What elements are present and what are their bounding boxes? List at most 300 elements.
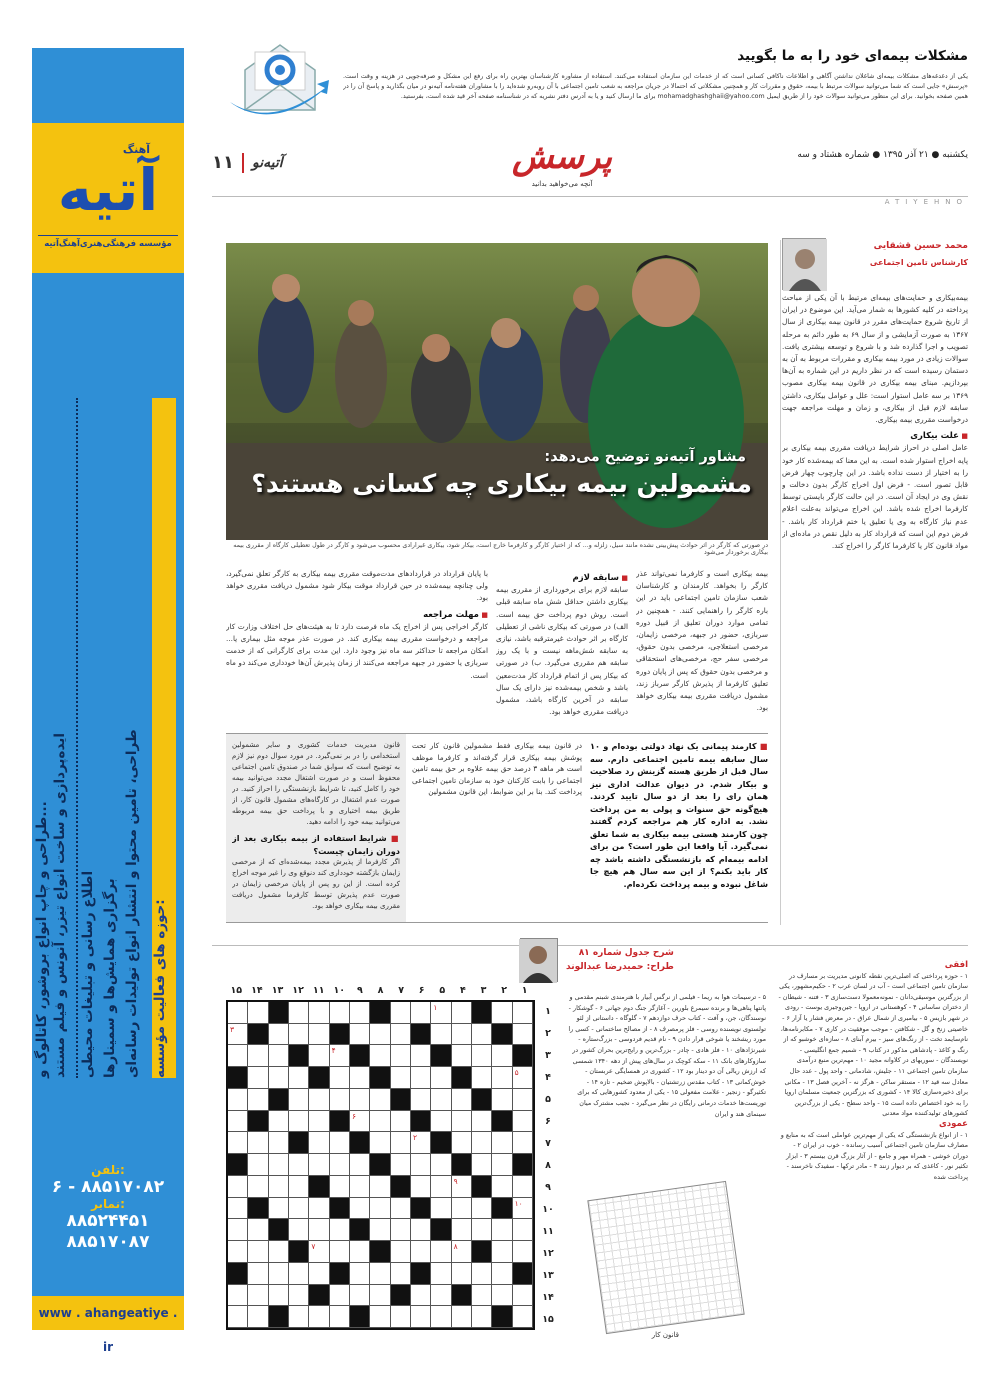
qa-answer-column (412, 740, 582, 920)
crossword-cell[interactable] (391, 1045, 411, 1067)
fax-number: ۸۸۵۱۷۰۸۷ (66, 1231, 150, 1252)
crossword-cell[interactable] (289, 1111, 309, 1133)
author-role: کارشناس تامین اجتماعی (869, 258, 968, 267)
crossword-black-cell (452, 1067, 472, 1089)
crossword-column-number: ۱۳ (271, 985, 284, 996)
crossword-cell[interactable] (391, 1111, 411, 1133)
crossword-black-cell (431, 1045, 451, 1067)
crossword-cell[interactable] (370, 1024, 390, 1046)
service-item: طراحی، تامین محتوا و انتشار انواع تولیدات رسانه‌ای (124, 729, 140, 1078)
crossword-black-cell (269, 1002, 289, 1024)
crossword-cell[interactable] (248, 1154, 268, 1176)
crossword-cell[interactable] (228, 1089, 248, 1111)
crossword-column-numbers (226, 985, 535, 996)
crossword-row-number: ۲ (545, 1027, 551, 1039)
crossword-row-number: ۱۴ (542, 1291, 554, 1303)
crossword-cell[interactable] (472, 1067, 492, 1089)
crossword-hint-number: ۸ (453, 1242, 458, 1252)
crossword-cell[interactable] (248, 1285, 268, 1307)
clues-across-title: افقی (944, 960, 968, 970)
crossword-cell[interactable] (330, 1067, 350, 1089)
latin-wordmark: ATIYEHNO (884, 198, 968, 206)
crossword-black-cell (330, 1111, 350, 1133)
crossword-grid (226, 1000, 535, 1330)
logo-subtitle: مؤسسه فرهنگی‌هنری‌آهنگ‌آتیه (38, 235, 178, 249)
crossword-column-number: ۵ (439, 985, 446, 996)
crossword-cell[interactable] (370, 1176, 390, 1198)
crossword-cell[interactable] (330, 1306, 350, 1328)
crossword-cell[interactable] (330, 1154, 350, 1176)
crossword-cell[interactable] (350, 1154, 370, 1176)
crossword-cell[interactable] (330, 1241, 350, 1263)
crossword-hint-number: ۴ (331, 1046, 336, 1056)
crossword-cell[interactable] (492, 1067, 512, 1089)
crossword-cell[interactable] (228, 1024, 248, 1046)
crossword-cell[interactable] (350, 1067, 370, 1089)
crossword-cell[interactable] (248, 1045, 268, 1067)
crossword-row-number: ۱۲ (542, 1247, 554, 1259)
crossword-black-cell (411, 1111, 431, 1133)
crossword-cell[interactable] (513, 1241, 533, 1263)
contact-info (32, 1163, 184, 1252)
crossword-hint-number: ۳ (230, 1024, 235, 1034)
crossword-cell[interactable] (330, 1176, 350, 1198)
crossword-column-number: ۸ (377, 985, 384, 996)
crossword-cell[interactable] (472, 1024, 492, 1046)
crossword-column-number: ۱۵ (230, 985, 243, 996)
crossword-title-text (566, 946, 674, 974)
crossword-cell[interactable] (431, 1089, 451, 1111)
crossword-cell[interactable] (492, 1176, 512, 1198)
crossword-cell[interactable] (411, 1154, 431, 1176)
crossword-cell[interactable] (431, 1002, 451, 1024)
crossword-cell[interactable] (472, 1306, 492, 1328)
crossword-cell[interactable] (411, 1045, 431, 1067)
crossword-cell[interactable] (391, 1132, 411, 1154)
crossword-cell[interactable] (411, 1067, 431, 1089)
crossword-cell[interactable] (472, 1132, 492, 1154)
crossword-column-number: ۶ (418, 985, 425, 996)
crossword-hint-number: ۱۰ (514, 1198, 523, 1208)
article-photo (226, 243, 768, 540)
qa-question-2: ■ شرایط استفاده از بیمه بیکاری بعد از دوران زایمان چیست؟ (232, 832, 400, 857)
crossword-cell[interactable] (492, 1045, 512, 1067)
crossword-cell[interactable] (472, 1263, 492, 1285)
crossword-cell[interactable] (431, 1306, 451, 1328)
crossword-cell[interactable] (269, 1263, 289, 1285)
crossword-cell[interactable] (248, 1089, 268, 1111)
crossword-cell[interactable] (248, 1067, 268, 1089)
article-column-2 (636, 568, 768, 728)
crossword-black-cell (269, 1219, 289, 1241)
clues-down-column (566, 992, 766, 1172)
crossword-title-block (520, 938, 674, 982)
crossword-cell[interactable] (350, 1285, 370, 1307)
page-number-divider (242, 153, 244, 173)
crossword-cell[interactable] (309, 1024, 329, 1046)
crossword-cell[interactable] (472, 1198, 492, 1220)
author-portrait (783, 239, 827, 291)
crossword-cell[interactable] (330, 1045, 350, 1067)
crossword-cell[interactable] (452, 1219, 472, 1241)
crossword-cell[interactable] (431, 1285, 451, 1307)
crossword-black-cell (330, 1263, 350, 1285)
crossword-cell[interactable] (492, 1132, 512, 1154)
crossword-black-cell (492, 1024, 512, 1046)
crossword-black-cell (472, 1089, 492, 1111)
crossword-cell[interactable] (309, 1002, 329, 1024)
crossword-cell[interactable] (269, 1024, 289, 1046)
crossword-cell[interactable] (350, 1024, 370, 1046)
qa-gray-box (226, 734, 406, 922)
crossword-cell[interactable] (452, 1198, 472, 1220)
crossword-cell[interactable] (370, 1111, 390, 1133)
crossword-cell[interactable] (452, 1306, 472, 1328)
crossword-cell[interactable] (452, 1132, 472, 1154)
qa-box (226, 733, 768, 923)
photo-caption: در صورتی که کارگر در اثر حوادث پیش‌بینی نشده مانند سیل، زلزله و... که از اختیار کارگر و کارفرما خارج است، بیکار شود، بیکاری غیرارادی محسوب می‌شود و کارگر در طول تعطیلی کارگاه از مقرری بیمه بیکاری برخوردار می‌شود (233, 542, 768, 556)
crossword-cell[interactable] (289, 1024, 309, 1046)
crossword-cell[interactable] (289, 1263, 309, 1285)
crossword-row-number: ۱۱ (542, 1225, 554, 1237)
crossword-cell[interactable] (513, 1219, 533, 1241)
qa-answer-2: اگر کارفرما از پذیرش مجدد بیمه‌شده‌ای که از مرخصی زایمان بازگشته خودداری کند دنوقع وی را غیر موجه اخراج کرده است. از این رو پس از پایان مرخصی زایمان در صورت عدم پذیرش توسط کارفرما مشمول دریافت مقرری بیمه بیکاری خواهد بود. (232, 858, 400, 910)
crossword-cell[interactable] (248, 1132, 268, 1154)
crossword-cell[interactable] (513, 1132, 533, 1154)
crossword-cell[interactable] (452, 1241, 472, 1263)
crossword-cell[interactable] (289, 1219, 309, 1241)
article-paragraph: عامل اصلی در احراز شرایط دریافت مقرری بیمه بیکاری بر پایه اخراج استوار شده است. به این معنا که بیمه‌شده کار خود را به اختیار از دست نداده باشد. در این چارچوب چهار فرض قابل تصور است. - فرض اول اخراج کارگر بدون دخالت و نقش وی در ایجاد آن است. در این حالت کارگر بایستی توسط کارفرما اخراج شده باشد. این اخراج می‌تواند به‌علت اعلام عدم نیاز کارگاه به وی یا تعلیق یا ختم قرارداد کار باشد. - فرض دوم این است که قرارداد کار به دلیل نقص در ماده‌ای از مواد قانون کار یا کارفرما کارگر را اخراج کند. (782, 443, 968, 551)
crossword-cell[interactable] (309, 1219, 329, 1241)
crossword-cell[interactable] (411, 1219, 431, 1241)
crossword-black-cell (350, 1045, 370, 1067)
crossword-cell[interactable] (350, 1241, 370, 1263)
crossword-cell[interactable] (391, 1219, 411, 1241)
crossword-title: شرح جدول شماره ۸۱ (578, 948, 674, 958)
crossword-cell[interactable] (411, 1176, 431, 1198)
crossword-cell[interactable] (411, 1002, 431, 1024)
crossword-cell[interactable] (228, 1045, 248, 1067)
crossword-cell[interactable] (391, 1154, 411, 1176)
crossword-black-cell (248, 1024, 268, 1046)
crossword-row-number: ۵ (545, 1093, 551, 1105)
crossword-row-number: ۶ (545, 1115, 551, 1127)
issue-date: یکشنبه ● ۲۱ آذر ۱۳۹۵ ● شماره هشتاد و سه (797, 150, 968, 160)
crossword-cell[interactable] (472, 1285, 492, 1307)
crossword-cell[interactable] (248, 1176, 268, 1198)
crossword-cell[interactable] (228, 1219, 248, 1241)
crossword-cell[interactable] (269, 1198, 289, 1220)
crossword-black-cell (492, 1111, 512, 1133)
crossword-cell[interactable] (492, 1219, 512, 1241)
crossword-cell[interactable] (248, 1219, 268, 1241)
crossword-cell[interactable] (472, 1111, 492, 1133)
crossword-cell[interactable] (391, 1024, 411, 1046)
crossword-black-cell (350, 1132, 370, 1154)
clues-across: ۱ - حوزه پرداختی که اصلی‌ترین نقطه کانونی مدیریت بر مسارف در سازمان تامین اجتماعی است - آب در لسان عرب ۲ - حکیم‌مشهور، یکی از بزرگترین موسیقی‌دانان - نمونه‌معمولا دست‌سازی ۳ - فتنه - شیطان - از دختران ساسانی ۴ - کوهستانی در اروپا - جین‌وجیری یوست - رودی در شهر بازیس ۵ - بیامبری از شمال عراق - در معرض فشار یا آزار ۶ - خاصیتی زنخ و گل - شکافتن - موجب موفقیت در کاری ۷ - مکابرنامه‌ها، نام‌سایمد تخت - از رنگ‌های سیز - بیرم آبنای ۸ - سازه‌ای خوشبو که از رنگ و کاغذ - پادشاهی مذکور در کتاب ۹ - شمیم جمع انگلیسی - نویسندگان - سوریهای در کلاوانه مجید ۱۰ - مهم‌ترین منبع درآمدی سازمان تامین اجتماعی ۱۱ - جلیش، شادمانی - واحد پول - عدد حال معادل سه قید ۱۲ - مستقر ساکن - هرگز نه - آخرین فصل ۱۳ - مکانی برای ذخیره‌سازی کالا ۱۴ - کشوری که بزرگترین جمعیت مسلمان اروپا را به خود اختصاص داده است ۱۵ - واحد سطح - یکی از بزرگ‌ترین کشورهای تولیدکننده مواد معدنی (778, 971, 968, 1118)
website-link[interactable]: www . ahangeatiye . ir (32, 1296, 184, 1330)
crossword-cell[interactable] (391, 1198, 411, 1220)
crossword-cell[interactable] (370, 1285, 390, 1307)
crossword-cell[interactable] (269, 1045, 289, 1067)
services-title: حوزه های فعالیت مؤسسه: (152, 398, 176, 1078)
services-list (34, 398, 176, 1078)
crossword-cell[interactable] (431, 1176, 451, 1198)
crossword-black-cell (309, 1176, 329, 1198)
crossword-row-number: ۱۵ (542, 1313, 554, 1325)
crossword-cell[interactable] (411, 1089, 431, 1111)
crossword-cell[interactable] (248, 1241, 268, 1263)
crossword-cell[interactable] (452, 1002, 472, 1024)
crossword-cell[interactable] (452, 1024, 472, 1046)
logo-small-text: آهنگ (122, 143, 150, 156)
crossword-cell[interactable] (248, 1002, 268, 1024)
crossword-cell[interactable] (472, 1219, 492, 1241)
phone-label: تلفن: (91, 1163, 125, 1177)
crossword-row-number: ۷ (545, 1137, 551, 1149)
crossword-cell[interactable] (391, 1263, 411, 1285)
article-paragraph: بیمه‌بیکاری و حمایت‌های بیمه‌ای مرتبط با آن یکی از مباحث پرداخته در کلیه کشورها به شمار می‌آید. این موضوع در ایران از تاریخ شروع حمایت‌های مقرر در قانون بیمه بیکاری از سال ۱۳۶۷ به صورت آزمایشی و از سال ۶۹ به طور دائم به مرحله تصویب و اجرا گذارده شد و با شروع و توسعه بیشتری یافت. سوالات زیادی در مورد بیمه بیکاری و مقررات مربوط به آن به دستمان رسیده است که در نظر داریم در این شماره به آن‌ها بپردازیم. مبنای بیمه بیکاری در قانون بیمه بیکاری مصوب ۱۳۶۹ بر سه عامل استوار است: علل و عوامل بیکاری، داشتن سابقه لازم قبل از بیکاری، و زمان و مهلت مراجعه جهت درخواست مقرری بیمه بیکاری. (782, 293, 968, 425)
crossword-cell[interactable] (309, 1263, 329, 1285)
crossword-cell[interactable] (350, 1263, 370, 1285)
crossword-cell[interactable] (350, 1089, 370, 1111)
crossword-black-cell (289, 1045, 309, 1067)
crossword-cell[interactable] (309, 1111, 329, 1133)
service-item: اطلاع رسانی و تبلیغات محیطی (80, 870, 96, 1078)
crossword-cell[interactable] (513, 1111, 533, 1133)
crossword-cell[interactable] (309, 1089, 329, 1111)
crossword-cell[interactable] (269, 1176, 289, 1198)
crossword-cell[interactable] (330, 1002, 350, 1024)
crossword-cell[interactable] (289, 1002, 309, 1024)
crossword-cell[interactable] (289, 1198, 309, 1220)
crossword-row-number: ۹ (545, 1181, 551, 1193)
qa-answer-1: قانون مدیریت خدمات کشوری و سایر مشمولین استخدامی را در بر نمی‌گیرد. در مورد سوال دوم نیز لازم به توضیح است که سوابق شما در صندوق تامین اجتماعی محفوظ است و در صورت اشتغال مجدد می‌توانید بیمه خود را کامل کنید، تا شرایط بازنشستگی را احراز کنید. در صورت عدم اشتغال در کارگاه‌های مشمول قانون کار، از طریق بیمه اختیاری و با پرداخت حق بیمه مربوطه می‌توانید بیمه خود را ادامه دهید. (232, 741, 400, 826)
crossword-cell[interactable] (289, 1176, 309, 1198)
crossword-cell[interactable] (289, 1067, 309, 1089)
crossword-black-cell (492, 1306, 512, 1328)
crossword-cell[interactable] (370, 1219, 390, 1241)
crossword-hint-number: ۲ (413, 1133, 418, 1143)
crossword-black-cell (492, 1198, 512, 1220)
article-paragraph: بیمه بیکاری است و کارفرما نمی‌تواند عذر کارگر را بخواهد. کارمندان و کارشناسان شعب سازمان تامین اجتماعی باید در این باره کارگر را راهنمایی کنند. - همچنین در تمامی موارد دوران تعلیق از قبیل دوره سربازی، حضور در جبهه، مرخصی زایمان، مرخصی استعلاجی، مرخصی بدون حقوق، مرخصی سفر حج، مرخصی‌های استحقاقی و مرخصی بدون حقوق که پس از پایان دوره تعلیق کارفرما از پذیرش کارگر سرباز زند، مشمول دریافت مقرری بیمه بیکاری خواهد بود. (636, 569, 768, 713)
crossword-black-cell (228, 1154, 248, 1176)
crossword-black-cell (370, 1002, 390, 1024)
crossword-cell[interactable] (228, 1111, 248, 1133)
designer-portrait (519, 939, 557, 983)
crossword-cell[interactable] (228, 1198, 248, 1220)
crossword-black-cell (289, 1241, 309, 1263)
crossword-hint-number: ۷ (311, 1242, 316, 1252)
publication-name: آتیه‌نو (251, 154, 283, 171)
crossword-cell[interactable] (411, 1241, 431, 1263)
crossword-cell[interactable] (513, 1285, 533, 1307)
crossword-cell[interactable] (228, 1002, 248, 1024)
crossword-black-cell (391, 1089, 411, 1111)
crossword-black-cell (472, 1241, 492, 1263)
crossword-black-cell (391, 1285, 411, 1307)
crossword-black-cell (472, 1002, 492, 1024)
crossword-cell[interactable] (228, 1285, 248, 1307)
crossword-cell[interactable] (431, 1024, 451, 1046)
crossword-cell[interactable] (452, 1176, 472, 1198)
crossword-cell[interactable] (269, 1241, 289, 1263)
crossword-cell[interactable] (350, 1198, 370, 1220)
crossword-cell[interactable] (452, 1111, 472, 1133)
crossword-cell[interactable] (370, 1198, 390, 1220)
crossword-black-cell (330, 1198, 350, 1220)
crossword-black-cell (350, 1306, 370, 1328)
crossword-cell[interactable] (513, 1067, 533, 1089)
crossword-cell[interactable] (370, 1089, 390, 1111)
crossword-cell[interactable] (248, 1306, 268, 1328)
crossword-designer: طراح: حمیدرضا عبدالوند (566, 962, 674, 972)
crossword-cell[interactable] (411, 1306, 431, 1328)
crossword-cell[interactable] (513, 1306, 533, 1328)
crossword-cell[interactable] (492, 1089, 512, 1111)
crossword-cell[interactable] (513, 1089, 533, 1111)
crossword-cell[interactable] (269, 1132, 289, 1154)
crossword-cell[interactable] (228, 1241, 248, 1263)
crossword-cell[interactable] (289, 1089, 309, 1111)
crossword-cell[interactable] (289, 1306, 309, 1328)
crossword-cell[interactable] (431, 1263, 451, 1285)
crossword-cell[interactable] (309, 1241, 329, 1263)
crossword-black-cell (269, 1306, 289, 1328)
crossword-cell[interactable] (492, 1241, 512, 1263)
brand-tagline: آنچه می‌خواهید بدانید (531, 180, 593, 188)
crossword-cell[interactable] (492, 1154, 512, 1176)
crossword-black-cell (309, 1285, 329, 1307)
crossword-black-cell (248, 1111, 268, 1133)
advertisement-column (32, 48, 184, 1354)
crossword-cell[interactable] (513, 1198, 533, 1220)
crossword-cell[interactable] (269, 1067, 289, 1089)
author-avatar (782, 238, 826, 290)
crossword-cell[interactable] (492, 1002, 512, 1024)
crossword-black-cell (269, 1089, 289, 1111)
crossword-hint-number: ۵ (514, 1068, 519, 1078)
crossword-column-number: ۱۰ (333, 985, 346, 996)
crossword-cell[interactable] (452, 1089, 472, 1111)
crossword-cell[interactable] (350, 1111, 370, 1133)
crossword-cell[interactable] (513, 1176, 533, 1198)
crossword-black-cell (228, 1263, 248, 1285)
ahang-atiye-logo (32, 123, 184, 273)
article-kicker: مشاور آتیه‌نو توضیح می‌دهد: (544, 449, 746, 465)
crossword-cell[interactable] (330, 1219, 350, 1241)
fax-label: نمابر: (91, 1197, 125, 1212)
crossword-cell[interactable] (228, 1132, 248, 1154)
crossword-cell[interactable] (431, 1241, 451, 1263)
crossword-cell[interactable] (391, 1067, 411, 1089)
crossword-cell[interactable] (330, 1132, 350, 1154)
crossword-black-cell (350, 1219, 370, 1241)
crossword-cell[interactable] (452, 1263, 472, 1285)
crossword-cell[interactable] (309, 1045, 329, 1067)
crossword-cell[interactable] (248, 1263, 268, 1285)
crossword-black-cell (472, 1176, 492, 1198)
crossword-cell[interactable] (309, 1132, 329, 1154)
crossword-black-cell (370, 1241, 390, 1263)
crossword-black-cell (513, 1154, 533, 1176)
crossword-cell[interactable] (309, 1198, 329, 1220)
crossword-cell[interactable] (228, 1176, 248, 1198)
crossword-cell[interactable] (289, 1154, 309, 1176)
crossword-black-cell (391, 1176, 411, 1198)
crossword-cell[interactable] (431, 1198, 451, 1220)
crossword-cell[interactable] (269, 1285, 289, 1307)
crossword-cell[interactable] (513, 1002, 533, 1024)
crossword-row-number: ۴ (545, 1071, 551, 1083)
crossword-cell[interactable] (391, 1241, 411, 1263)
article-paragraph: سابقه لازم برای برخورداری از مقرری بیمه بیکاری داشتن حداقل شش ماه سابقه قبلی است. روش دوم پرداخت حق بیمه است. الف) در صورتی که بیکاری ناشی از تعطیلی کارگاه بر اثر حوادث غیرمترقبه باشد، نیازی به سابقه شش‌ماهه نیست و با یک روز سابقه هم مقرری می‌گیرد. ب) در صورتی که بیکار پس از اتمام قرارداد کار مدت‌معین باشد و شخص بیمه‌شده نیز دارای یک سال سابقه در آخرین کارگاه باشد، مشمول دریافت مقرری خواهد بود. (496, 585, 628, 717)
services-separator (76, 398, 78, 1078)
fax-number: ۸۸۵۲۴۴۵۱ (66, 1211, 150, 1232)
crossword-cell[interactable] (431, 1067, 451, 1089)
crossword-cell[interactable] (431, 1111, 451, 1133)
crossword-cell[interactable] (370, 1132, 390, 1154)
crossword-cell[interactable] (431, 1154, 451, 1176)
crossword-black-cell (513, 1263, 533, 1285)
crossword-cell[interactable] (370, 1306, 390, 1328)
crossword-row-number: ۱۳ (542, 1269, 554, 1281)
qa-answer-column-gray (232, 740, 400, 916)
crossword-hint-number: ۶ (352, 1111, 357, 1121)
crossword-cell[interactable] (330, 1089, 350, 1111)
crossword-cell[interactable] (411, 1285, 431, 1307)
column-divider (780, 240, 781, 925)
crossword-cell[interactable] (350, 1002, 370, 1024)
crossword-cell[interactable] (269, 1154, 289, 1176)
crossword-cell[interactable] (472, 1154, 492, 1176)
crossword-cell[interactable] (309, 1306, 329, 1328)
crossword-cell[interactable] (391, 1306, 411, 1328)
crossword-row-number: ۳ (545, 1049, 551, 1061)
crossword-black-cell (289, 1132, 309, 1154)
crossword-column-number: ۹ (357, 985, 363, 996)
crossword-cell[interactable] (411, 1132, 431, 1154)
crossword-cell[interactable] (513, 1024, 533, 1046)
article-paragraph: با پایان قرارداد در قراردادهای مدت‌موقت مقرری بیمه بیکاری به کارگر تعلق نمی‌گیرد، ولی چنانچه بیمه‌شده در حین قرارداد موقت بیکار شود مشمول دریافت مقرری خواهد بود. (226, 569, 488, 603)
crossword-cell[interactable] (472, 1045, 492, 1067)
crossword-cell[interactable] (391, 1002, 411, 1024)
service-item: ایده‌پردازی و ساخت انواع تیزر، آنونس و فیلم مستند (52, 733, 68, 1078)
crossword-black-cell (513, 1045, 533, 1067)
crossword-black-cell (431, 1132, 451, 1154)
subheading-required-record: ■ سابقه لازم (496, 572, 628, 584)
crossword-cell[interactable] (228, 1306, 248, 1328)
section-intro: یکی از دغدغه‌های مشکلات بیمه‌ای شاغلان نداشتن آگاهی و اطلاعات ناکافی کسانی است که از خدمات این سازمان استفاده می‌کنند. استفاده از مشاوره کارشناسان بهترین راه برای رفع این مشکل و صرفه‌جویی در هزینه و وقت است. «پرسش» جایی است که شما می‌توانید سوالات مرتبط با بیمه، حقوق و مقررات کار و همچنین مشکلاتی که احتمالا در جریان مراجعه به شعب تامین اجتماعی با آن روبه‌رو شده‌اید را با مشاوران هفته‌نامه آتیه‌نو در میان بگذارید و پاسخ آن را در همین صفحه بخوانید. برای این منظور می‌توانید سوالات خود را از طریق ایمیل mohamadghashghaii@yahoo.com برای ما ارسال کنید و یا به آدرس دفتر نشریه که در شناسنامه صفحه آخر قید شده است، بفرستید. (343, 73, 968, 100)
crossword-black-cell (248, 1198, 268, 1220)
crossword-black-cell (309, 1067, 329, 1089)
crossword-cell[interactable] (492, 1285, 512, 1307)
crossword-black-cell (411, 1024, 431, 1046)
section-title: مشکلات بیمه‌ای خود را به ما بگویید (737, 48, 968, 64)
crossword-cell[interactable] (309, 1154, 329, 1176)
crossword-cell[interactable] (370, 1263, 390, 1285)
crossword-cell[interactable] (350, 1176, 370, 1198)
crossword-cell[interactable] (370, 1045, 390, 1067)
crossword-cell[interactable] (492, 1263, 512, 1285)
crossword-cell[interactable] (452, 1045, 472, 1067)
crossword-cell[interactable] (269, 1111, 289, 1133)
crossword-black-cell (370, 1067, 390, 1089)
crossword-column-number: ۷ (398, 985, 405, 996)
crossword-cell[interactable] (330, 1285, 350, 1307)
crossword-cell[interactable] (289, 1285, 309, 1307)
crossword-black-cell (452, 1154, 472, 1176)
